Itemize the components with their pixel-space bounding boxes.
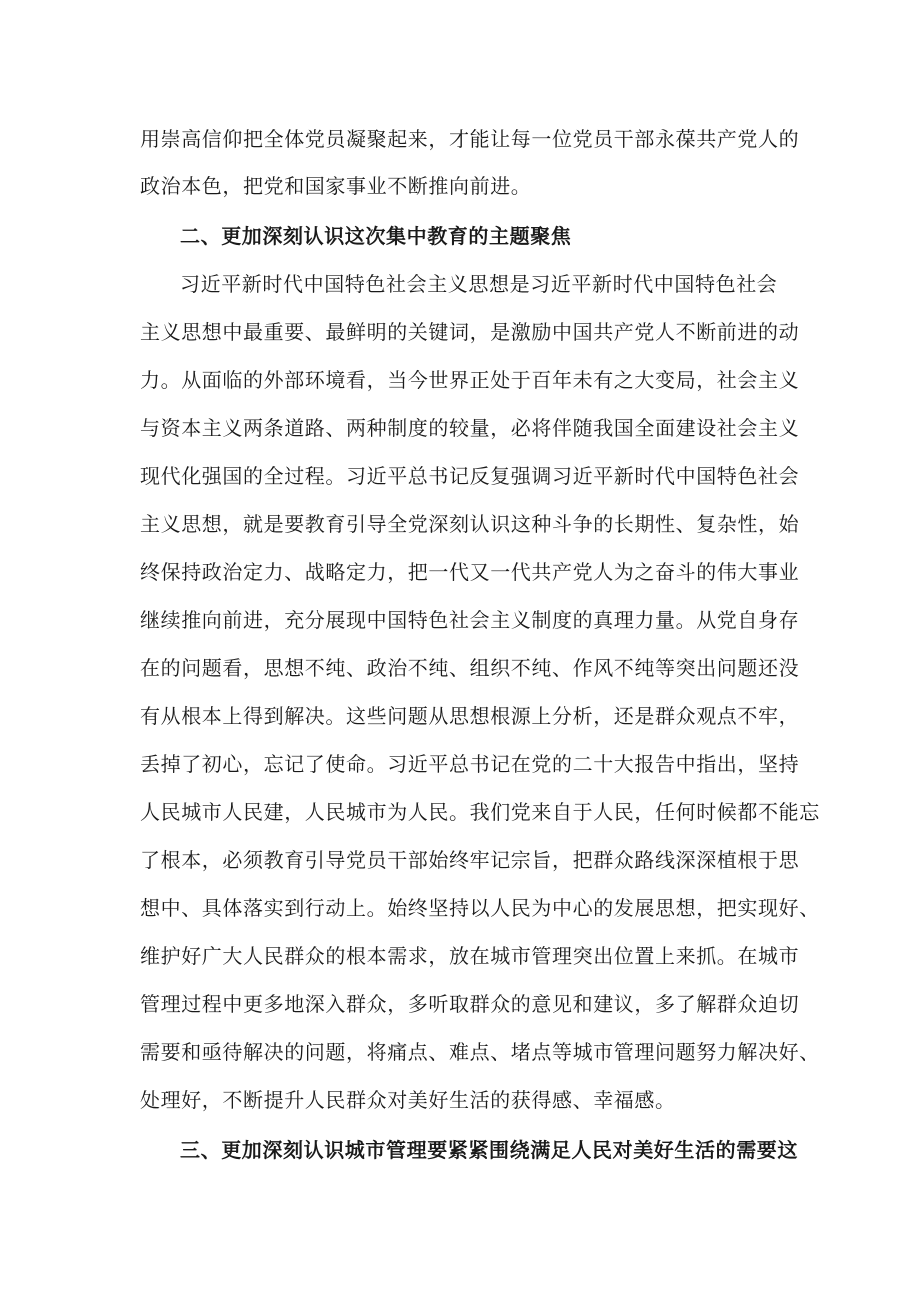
paragraph-line: 丢掉了初心，忘记了使命。习近平总书记在党的二十大报告中指出，坚持 — [140, 752, 800, 776]
paragraph-line: 管理过程中更多地深入群众，多听取群众的意见和建议，多了解群众迫切 — [140, 992, 800, 1016]
paragraph-line: 维护好广大人民群众的根本需求，放在城市管理突出位置上来抓。在城市 — [140, 944, 800, 968]
section-heading-2: 二、更加深刻认识这次集中教育的主题聚焦 — [180, 224, 572, 248]
paragraph-line: 习近平新时代中国特色社会主义思想是习近平新时代中国特色社会 — [180, 272, 778, 296]
paragraph-line: 主义思想，就是要教育引导全党深刻认识这种斗争的长期性、复杂性，始 — [140, 512, 800, 536]
paragraph-line: 现代化强国的全过程。习近平总书记反复强调习近平新时代中国特色社会 — [140, 464, 800, 488]
paragraph-line: 与资本主义两条道路、两种制度的较量，必将伴随我国全面建设社会主义 — [140, 416, 800, 440]
paragraph-line: 主义思想中最重要、最鲜明的关键词，是激励中国共产党人不断前进的动 — [140, 320, 800, 344]
paragraph-line: 有从根本上得到解决。这些问题从思想根源上分析，还是群众观点不牢， — [140, 704, 800, 728]
paragraph-line: 政治本色，把党和国家事业不断推向前进。 — [140, 174, 532, 198]
paragraph-line: 了根本，必须教育引导党员干部始终牢记宗旨，把群众路线深深植根于思 — [140, 848, 800, 872]
paragraph-line: 在的问题看，思想不纯、政治不纯、组织不纯、作风不纯等突出问题还没 — [140, 656, 800, 680]
paragraph-line: 处理好，不断提升人民群众对美好生活的获得感、幸福感。 — [140, 1088, 676, 1112]
section-heading-3: 三、更加深刻认识城市管理要紧紧围绕满足人民对美好生活的需要这 — [180, 1138, 798, 1162]
paragraph-line: 需要和亟待解决的问题，将痛点、难点、堵点等城市管理问题努力解决好、 — [140, 1040, 820, 1064]
paragraph-line: 力。从面临的外部环境看，当今世界正处于百年未有之大变局，社会主义 — [140, 368, 800, 392]
paragraph-line: 终保持政治定力、战略定力，把一代又一代共产党人为之奋斗的伟大事业 — [140, 560, 800, 584]
paragraph-line: 继续推向前进，充分展现中国特色社会主义制度的真理力量。从党自身存 — [140, 608, 800, 632]
paragraph-line: 人民城市人民建，人民城市为人民。我们党来自于人民，任何时候都不能忘 — [140, 800, 820, 824]
paragraph-line: 想中、具体落实到行动上。始终坚持以人民为中心的发展思想，把实现好、 — [140, 896, 820, 920]
paragraph-line: 用崇高信仰把全体党员凝聚起来，才能让每一位党员干部永葆共产党人的 — [140, 127, 800, 151]
